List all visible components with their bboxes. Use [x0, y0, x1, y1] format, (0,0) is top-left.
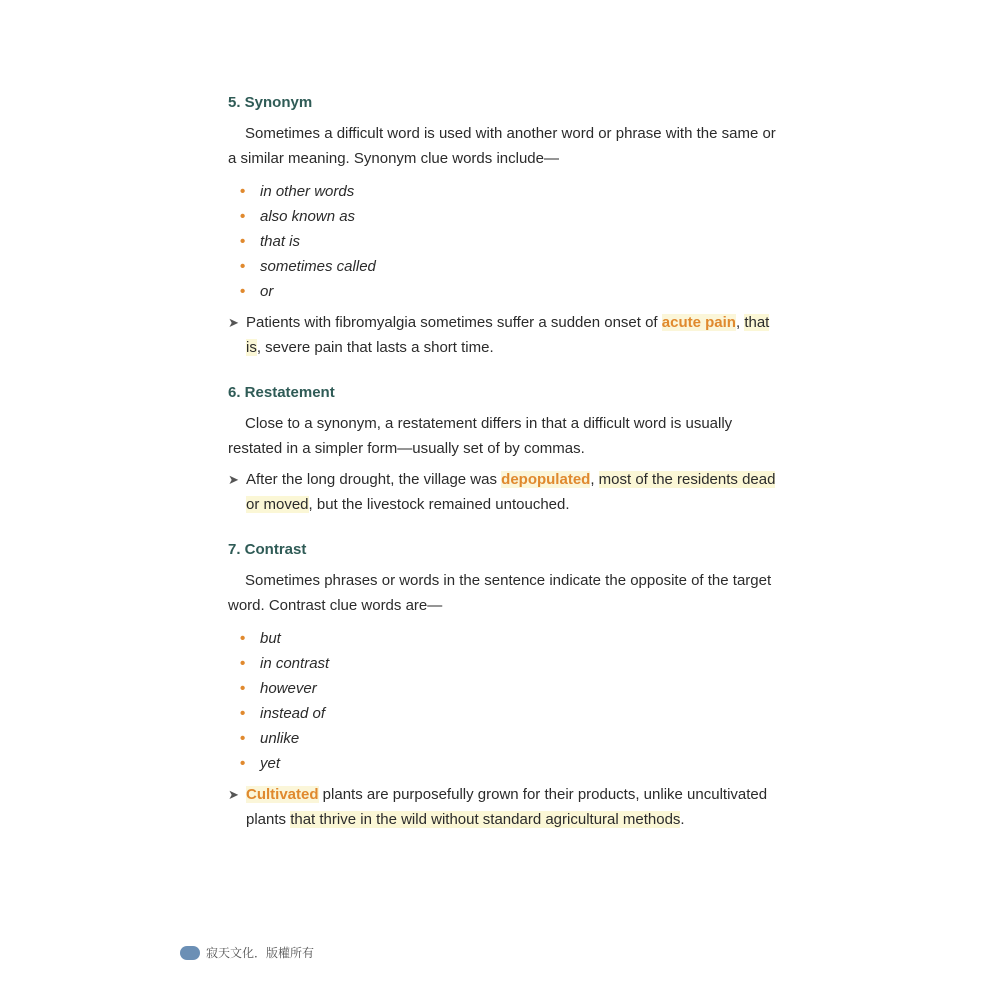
section-paragraph: Sometimes a difficult word is used with another word or phrase with the same or a similar meaning. Synonym clue words include— — [228, 125, 776, 167]
clue-highlight: that thrive in the wild without standard agricultural methods — [290, 811, 681, 828]
bullet-icon: • — [240, 233, 246, 250]
list-item: • that is — [228, 229, 788, 254]
example-sentence: ➤ Cultivated plants are purposefully grown for their products, unlike uncultivated plants that thrive in the wild without standard agricultural methods. — [228, 782, 788, 832]
list-item: • sometimes called — [228, 254, 788, 279]
list-item: • or — [228, 279, 788, 304]
page-content — [228, 92, 788, 832]
publisher-logo-icon — [180, 946, 200, 960]
bullet-icon: • — [240, 183, 246, 200]
example-sentence: ➤ Patients with fibromyalgia sometimes suffer a sudden onset of acute pain, that is, severe pain that lasts a short time. — [228, 310, 788, 360]
arrow-icon: ➤ — [228, 787, 239, 802]
bullet-icon: • — [240, 755, 246, 772]
section-restatement — [228, 382, 788, 517]
bullet-icon: • — [240, 655, 246, 672]
section-contrast — [228, 539, 788, 832]
bullet-icon: • — [240, 283, 246, 300]
list-item: • in contrast — [228, 651, 788, 676]
section-paragraph: Close to a synonym, a restatement differs in that a difficult word is usually restated in a simpler form—usually set of by commas. — [228, 415, 733, 457]
section-heading: 6. Restatement — [228, 384, 335, 401]
clue-highlight: that is — [246, 314, 770, 356]
bullet-icon: • — [240, 630, 246, 647]
list-item: • but — [228, 626, 788, 651]
arrow-icon: ➤ — [228, 472, 239, 487]
list-item: • however — [228, 676, 788, 701]
target-word: depopulated — [501, 471, 591, 488]
section-paragraph: Sometimes phrases or words in the sentence indicate the opposite of the target word. Contrast clue words are— — [228, 572, 772, 614]
list-item: • in other words — [228, 179, 788, 204]
target-word: acute pain — [661, 314, 736, 331]
section-heading: 5. Synonym — [228, 94, 313, 111]
clue-word-list — [228, 179, 788, 304]
bullet-icon: • — [240, 258, 246, 275]
clue-highlight: most of the residents dead or moved — [246, 471, 776, 513]
list-item: • unlike — [228, 726, 788, 751]
section-heading: 7. Contrast — [228, 541, 307, 558]
publisher-footer — [180, 944, 314, 961]
list-item: • yet — [228, 751, 788, 776]
list-item: • also known as — [228, 204, 788, 229]
example-sentence: ➤ After the long drought, the village was depopulated, most of the residents dead or moved, but the livestock remained untouched. — [228, 467, 788, 517]
bullet-icon: • — [240, 680, 246, 697]
bullet-icon: • — [240, 208, 246, 225]
bullet-icon: • — [240, 705, 246, 722]
footer-text: 寂天文化．版權所有 — [206, 946, 315, 960]
arrow-icon: ➤ — [228, 315, 239, 330]
clue-word-list — [228, 626, 788, 776]
target-word: Cultivated — [246, 786, 319, 803]
list-item: • instead of — [228, 701, 788, 726]
section-synonym — [228, 92, 788, 360]
bullet-icon: • — [240, 730, 246, 747]
